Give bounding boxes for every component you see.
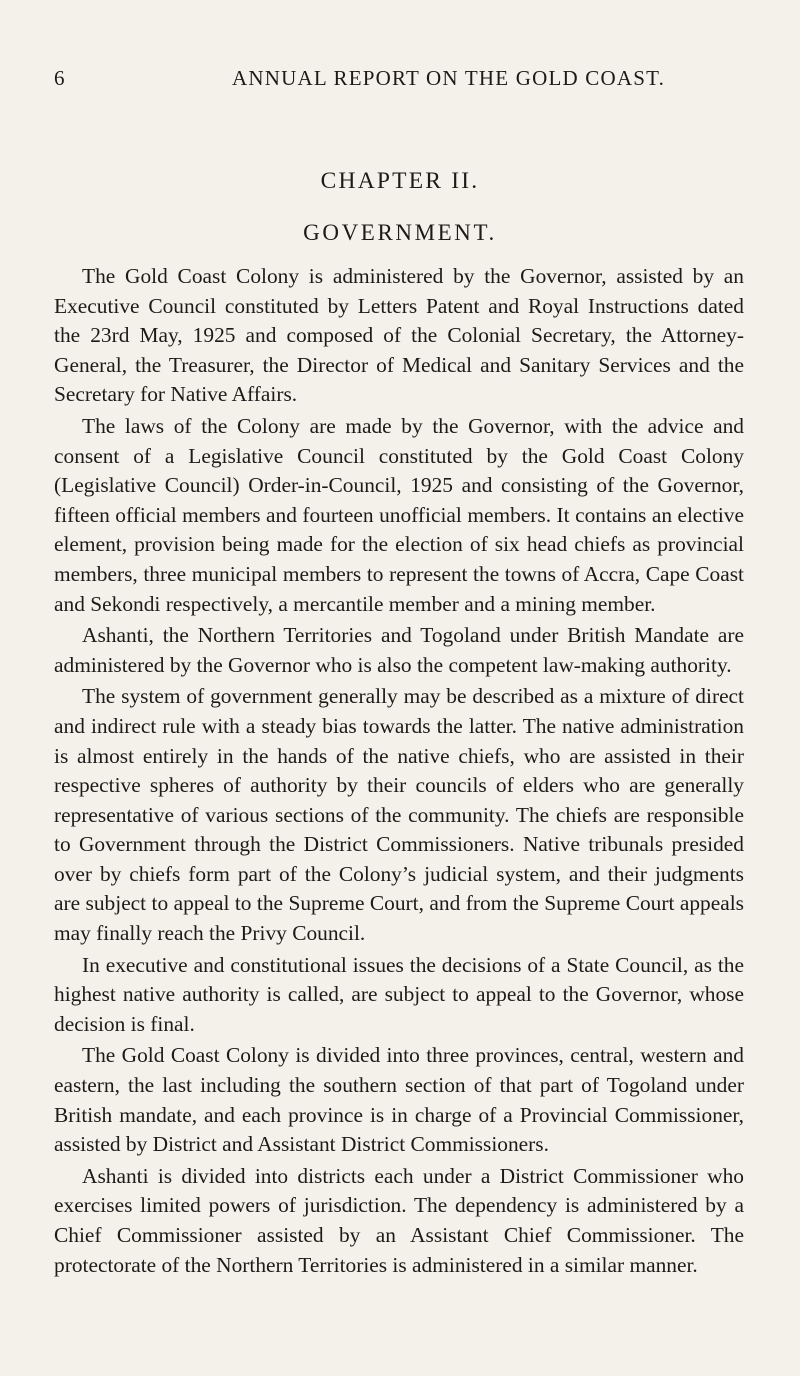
paragraph: Ashanti is divided into districts each under a District Commissioner who exercises limited powers of jurisdiction. The dependency is administered by a Chief Commissioner assisted by an Assistant Chief Commissioner. The protectorate of the Northern Territories is administered in a similar manner. <box>54 1163 744 1277</box>
running-header <box>54 66 746 90</box>
chapter-title: GOVERNMENT. <box>303 220 497 245</box>
paragraph: Ashanti, the Northern Territories and Togoland under British Mandate are administered by the Governor who is also the competent law-making authority. <box>54 623 744 677</box>
paragraph: In executive and constitutional issues the decisions of a State Council, as the highest native authority is called, are subject to appeal to the Governor, whose decision is final. <box>54 952 744 1036</box>
page-number: 6 <box>54 66 66 90</box>
paragraph: The system of government generally may be described as a mixture of direct and indirect rule with a steady bias towards the latter. The native administration is almost entirely in the hands of the native chiefs, who are assisted in their respective spheres of authority by their councils of elders who are generally representative of various sections of the community. The chiefs are responsible to Government through the District Commissioners. Native tribunals presided over by chiefs form part of the Colony’s judicial system, and their judgments are subject to appeal to the Supreme Court, and from the Supreme Court appeals may finally reach the Privy Council. <box>54 684 744 946</box>
paragraph: The Gold Coast Colony is administered by the Governor, assisted by an Executive Council constituted by Letters Patent and Royal Instructions dated the 23rd May, 1925 and composed of the Colonial Secretary, the Attorney-General, the Treasurer, the Director of Medical and Sanitary Services and the Secretary for Native Affairs. <box>54 264 744 407</box>
body-text <box>54 262 744 1282</box>
chapter-number: CHAPTER II. <box>320 168 480 194</box>
paragraph: The Gold Coast Colony is divided into three provinces, central, western and eastern, the last including the southern section of that part of Togoland under British mandate, and each province is in charge of a Provincial Commissioner, assisted by District and Assistant District Commissioners. <box>54 1043 744 1157</box>
running-title: ANNUAL REPORT ON THE GOLD COAST. <box>232 66 666 90</box>
paragraph: The laws of the Colony are made by the Governor, with the advice and consent of a Legislative Council constituted by the Gold Coast Colony (Legislative Council) Order-in-Council, 1925 and consisting of the Governor, fifteen official members and fourteen unofficial members. It contains an elective element, provision being made for the election of six head chiefs as provincial members, three municipal members to represent the towns of Accra, Cape Coast and Sekondi respectively, a mercantile member and a mining member. <box>54 413 744 616</box>
